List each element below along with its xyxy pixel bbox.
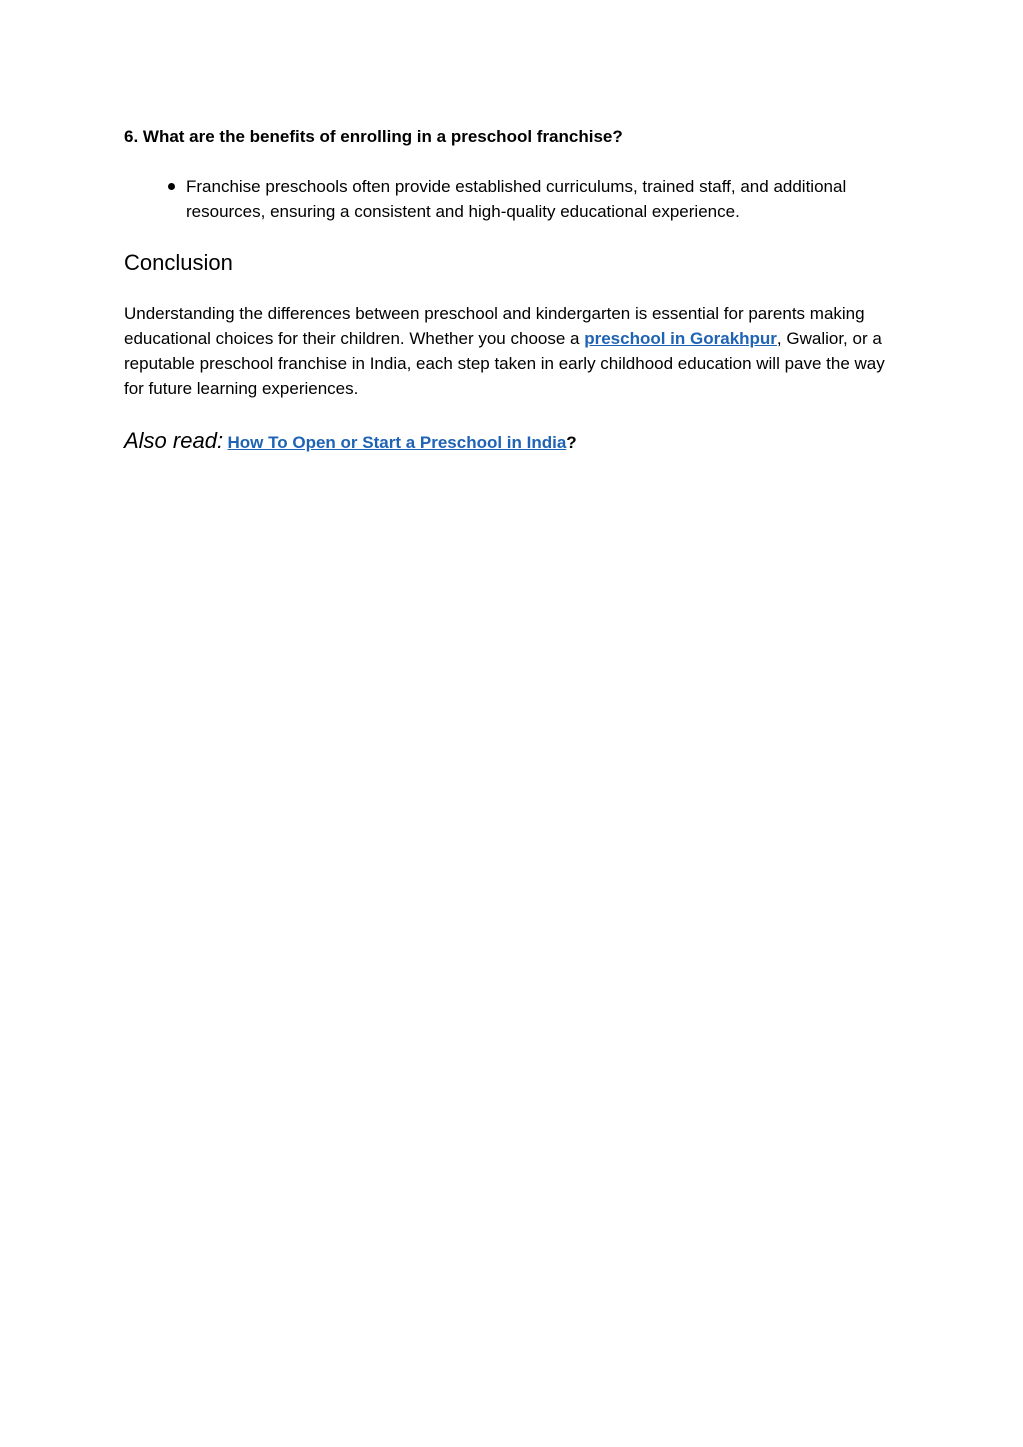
faq-answer-list xyxy=(124,174,904,224)
faq-question-heading: 6. What are the benefits of enrolling in a preschool franchise? xyxy=(124,127,623,146)
also-read-line xyxy=(124,426,577,459)
open-preschool-india-link[interactable]: How To Open or Start a Preschool in India xyxy=(227,433,567,452)
list-item xyxy=(124,174,904,224)
conclusion-text-end: , Gwalior, or a reputable preschool franchise in India, each step taken in early childhood education will pave the way for future learning experiences. xyxy=(124,329,885,398)
also-read-suffix: ? xyxy=(566,433,577,452)
conclusion-paragraph xyxy=(124,301,899,401)
conclusion-heading: Conclusion xyxy=(124,250,233,275)
preschool-gorakhpur-link[interactable]: preschool in Gorakhpur xyxy=(584,329,777,348)
bullet-icon xyxy=(168,183,175,190)
list-item-text: Franchise preschools often provide established curriculums, trained staff, and additional resources, ensuring a consistent and high-quality educational experience. xyxy=(186,177,847,221)
also-read-label: Also read: xyxy=(124,428,224,453)
conclusion-text-start: Understanding the differences between preschool and kindergarten is essential for parents making educational choices for their children. Whether you choose a xyxy=(124,304,865,348)
